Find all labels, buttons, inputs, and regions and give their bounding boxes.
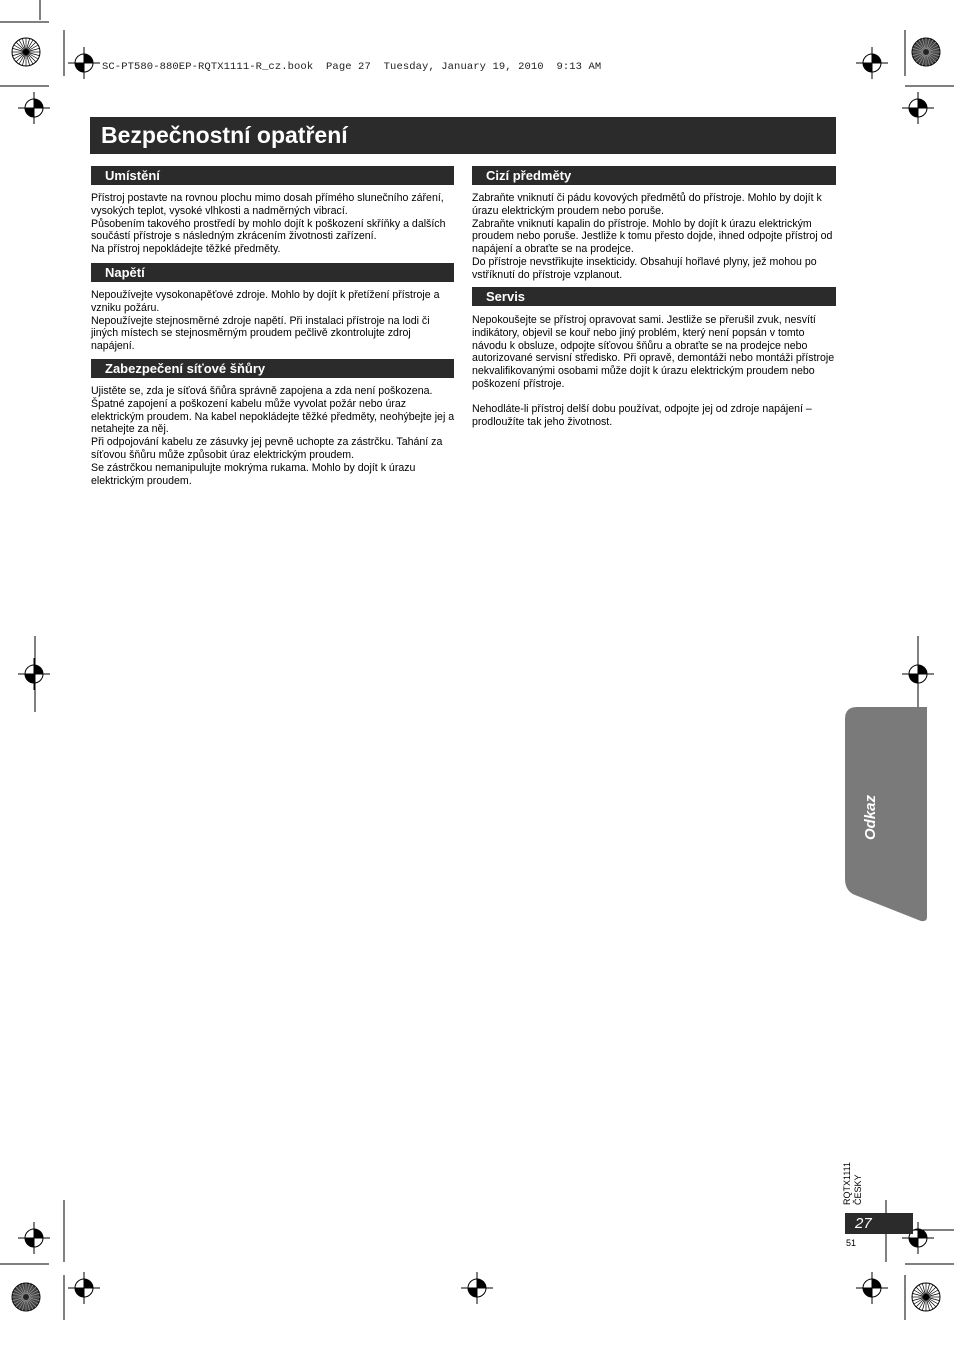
paragraph: Zabraňte vniknutí kapalin do přístroje. Mohlo by dojít k úrazu elektrickým proudem nebo poruše. Jestliže k tomu přesto dojde, ihned odpojte přístroj od napájení a obraťte se na prodejce.	[472, 217, 833, 256]
registration-mark-icon	[856, 1272, 888, 1304]
sub-page-number: 51	[846, 1238, 857, 1248]
section-body-service	[472, 314, 836, 428]
paragraph: Nepoužívejte vysokonapěťové zdroje. Mohlo by dojít k přetížení přístroje a vzniku požáru.	[91, 289, 440, 314]
section-heading-placement: Umístění	[91, 166, 454, 185]
section-body-foreign-objects	[472, 192, 836, 282]
section-body-placement	[91, 192, 455, 256]
paragraph: Nepoužívejte stejnosměrné zdroje napětí. Při instalaci přístroje na lodi či jiných místech se stejnosměrným proudem pečlivě zkontrolujte zdroj napájení.	[91, 314, 430, 353]
section-heading-service: Servis	[472, 287, 836, 306]
page-number-box	[845, 1213, 913, 1234]
paragraph: Nehodláte-li přístroj delší dobu používat, odpojte jej od zdroje napájení – prodloužíte tak jeho životnost.	[472, 402, 812, 428]
document-code-id: RQTX1111	[842, 1161, 852, 1205]
paragraph: Při odpojování kabelu ze zásuvky jej pevně uchopte za zástrčku. Tahání za síťovou šňůru může způsobit úraz elektrickým proudem.	[91, 436, 443, 461]
section-heading-power-cord: Zabezpečení síťové šňůry	[91, 359, 454, 378]
paragraph: Přístroj postavte na rovnou plochu mimo dosah přímého slunečního záření, vysokých teplot, vysoké vlhkosti a nadměrných vibrací.	[91, 192, 444, 217]
paragraph: Se zástrčkou nemanipulujte mokrýma rukama. Mohlo by dojít k úrazu elektrickým proudem.	[91, 461, 416, 487]
title-bar	[90, 117, 836, 154]
section-heading-foreign-objects: Cizí předměty	[472, 166, 836, 185]
registration-mark-icon	[18, 658, 50, 690]
registration-mark-icon	[856, 47, 888, 79]
registration-mark-icon	[461, 1272, 493, 1304]
paragraph: Nepokoušejte se přístroj opravovat sami. Jestliže se přerušil zvuk, nesvítí indikátory, objevil se kouř nebo jiný problém, který není popsán v tomto návodu k obsluze, odpojte síťovou šňůru a obraťte se na prodejce nebo autorizované servisní středisko. Při opravě, demontáži nebo montáži přístroje nekvalifikovanými osobami může dojít k úrazu elektrickým proudem nebo poškození přístroje.	[472, 314, 835, 390]
document-code-language: ČESKY	[853, 1174, 863, 1205]
paragraph: Ujistěte se, zda je síťová šňůra správně zapojena a zda není poškozena. Špatné zapojení a poškození kabelu může vyvolat požár nebo úraz elektrickým proudem. Na kabel nepokládejte těžké předměty, neohýbejte jej a netahejte za něj.	[91, 385, 455, 436]
paragraph: Působením takového prostředí by mohlo dojít k poškození skříňky a dalších součástí přístroje s následným zkrácením životnosti zařízení.	[91, 217, 446, 243]
side-tab-label	[862, 820, 882, 840]
page-number: 27	[855, 1215, 872, 1232]
section-heading-voltage: Napětí	[91, 263, 454, 282]
color-target-icon	[912, 38, 940, 66]
section-body-power-cord	[91, 385, 455, 487]
registration-mark-icon	[902, 92, 934, 124]
paragraph: Na přístroj nepokládejte těžké předměty.	[91, 243, 281, 256]
registration-mark-icon	[18, 92, 50, 124]
paragraph: Zabraňte vniknutí či pádu kovových předmětů do přístroje. Mohlo by dojít k úrazu elektrickým proudem nebo poruše.	[472, 192, 822, 217]
side-tab	[845, 707, 927, 922]
color-target-icon	[912, 1283, 940, 1311]
section-body-voltage	[91, 289, 455, 353]
print-header: SC-PT580-880EP-RQTX1111-R_cz.book Page 27 Tuesday, January 19, 2010 9:13 AM	[102, 61, 602, 73]
registration-mark-icon	[68, 1272, 100, 1304]
color-target-icon	[12, 38, 40, 66]
registration-mark-icon	[68, 47, 100, 79]
registration-mark-icon	[18, 1222, 50, 1254]
color-target-icon	[12, 1283, 40, 1311]
document-code	[842, 1162, 864, 1205]
paragraph: Do přístroje nevstřikujte insekticidy. Obsahují hořlavé plyny, jež mohou po vstříknutí do přístroje vzplanout.	[472, 255, 817, 281]
page-title: Bezpečnostní opatření	[101, 122, 348, 148]
